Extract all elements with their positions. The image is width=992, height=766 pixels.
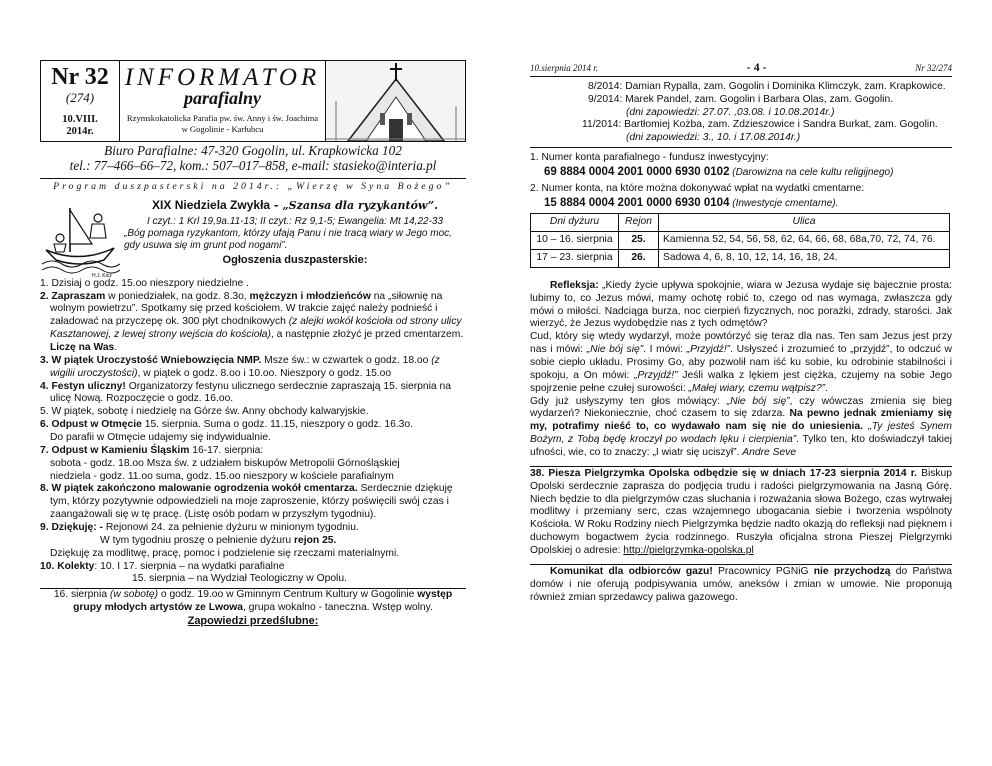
account-note: (Darowizna na cele kultu religijnego) <box>729 166 894 178</box>
account-1 <box>530 152 952 179</box>
ann-text: : 10. I 17. sierpnia – na wydatki parafialne <box>94 560 285 572</box>
announcement-7-sunday: niedziela - godz. 11.oo suma, godz. 15.oo nieszpory w kościele parafialnym <box>50 470 394 482</box>
sunday-quote: „Bóg pomaga ryzykantom, którzy ufają Panu i nie tracą wiary w Jego moc, gdy usuwa się im grunt pod nogami”. <box>124 227 452 252</box>
ann-bold: Odpust w Kamieniu Śląskim <box>51 444 190 456</box>
pastoral-program: Program duszpasterski na 2014r.: „Wierzę w Syna Bożego” <box>40 178 466 193</box>
table-cell: Kamienna 52, 54, 56, 58, 62, 64, 66, 68, 68a,70, 72, 74, 76. <box>659 232 950 250</box>
ann-text: na „siłownię na wolnym powietrzu”. Spotkamy się przed kościołem. W trakcie zajęć należy podnieść i załadować na przyczepę ok. 300 płyt chodnikowych <box>50 290 443 328</box>
event-text: o godz. 19.oo w Gminnym Centrum Kultury w Gogolinie <box>158 589 418 601</box>
address-line: Biuro Parafialne: 47-320 Gogolin, ul. Krapkowicka 102 <box>104 143 402 158</box>
ann-bold: zakończono malowanie ogrodzenia wokół cmentarza. <box>96 483 358 495</box>
account-label: 2. Numer konta, na które można dokonywać wpłat na wydatki cmentarne: <box>530 183 865 195</box>
ann-bold: Dziękuję: - <box>51 522 103 534</box>
table-cell: 25. <box>619 232 659 250</box>
ann-bold: Zapraszam <box>51 290 106 302</box>
page-number: - 4 - <box>746 60 767 74</box>
header-date: 10.sierpnia 2014 r. <box>530 63 599 73</box>
issue-date-line1: 10.VIII. <box>62 114 98 126</box>
left-page <box>40 60 466 710</box>
col-header: Ulica <box>659 214 950 232</box>
reflection-italic: „Przyjdź!” <box>686 344 731 356</box>
announcement-6 <box>40 419 466 432</box>
divider <box>530 147 952 148</box>
reflection-text: . <box>825 382 828 394</box>
table-cell: Sadowa 4, 6, 8, 10, 12, 14, 16, 18, 24. <box>659 250 950 268</box>
table-cell: 10 – 16. sierpnia <box>531 232 619 250</box>
ann-italic: (z wigilii uroczystości) <box>50 354 440 379</box>
announcement-10 <box>40 561 466 574</box>
announcement-6-cont: Do parafii w Otmęcie udajemy się indywidualnie. <box>50 432 271 444</box>
reflection-author: Andre Seve <box>742 446 797 458</box>
ann-num: 3. W piątek <box>40 354 97 366</box>
announcement-1: 1. Dzisiaj o godz. 15.oo nieszpory niedzielne . <box>40 277 249 289</box>
pilgrimage-notice <box>530 466 952 558</box>
reflection-text: Cud, który się wtedy wydarzył, może powtórzyć się teraz dla nas. Ten sam Jezus jest przy nas i mówi: <box>530 331 952 356</box>
ann-bold: Liczę na Was <box>50 342 115 353</box>
account-note: (Inwestycje cmentarne). <box>729 198 839 210</box>
reflection-text: , czy wówczas zmienia się bieg wydarzeń? Niekoniecznie, choć czasem to się zdarza. <box>530 395 953 420</box>
announcement-7 <box>40 445 466 458</box>
ann-num: 4. <box>40 380 52 392</box>
issue-box <box>40 60 120 142</box>
gas-title: Komunikat dla odbiorców gazu! <box>550 565 713 577</box>
ann-text: 15. sierpnia. Suma o godz. 11.15, nieszpory o godz. 16.3o. <box>141 419 413 431</box>
parish-name-line1: Rzymskokatolicka Parafia pw. św. Anny i św. Joachima <box>126 113 319 124</box>
account-number <box>530 196 952 210</box>
event-bold: występ grupy młodych artystów ze Lwowa <box>73 589 453 614</box>
ann-bold: Odpust w Otmęcie <box>51 419 142 431</box>
reflection-italic: „Ty jesteś Synem Bożym, z Tobą będę kroczył po wodach lęku i cierpienia” <box>530 421 952 446</box>
banns-dates: (dni zapowiedzi: 27.07. ,03.08. i 10.08.2014r.) <box>626 106 835 118</box>
banns-item: 8/2014: Damian Rypalla, zam. Gogolin i Dominika Klimczyk, zam. Krapkowice. <box>588 80 946 92</box>
ann-text: Serdecznie dziękuję tym, którzy pozytywnie odpowiedzieli na moje zaproszenie, którzy poświęcili swój czas i zaangażowali się w tę pracę. (Listę osób podam w przyszłym tygodniu). <box>50 483 453 521</box>
parish-office-address <box>40 144 466 174</box>
bulletin-subtitle: parafialny <box>183 88 261 108</box>
account-2 <box>530 183 952 210</box>
account-digits: 15 8884 0004 2001 0000 6930 0104 <box>544 197 730 210</box>
col-header: Dni dyżuru <box>531 214 619 232</box>
boat-illustration <box>40 198 120 278</box>
ann-text: Rejonowi 24. za pełnienie dyżuru w minionym tygodniu. <box>102 522 359 534</box>
banns-list <box>530 81 952 145</box>
reflection-p2 <box>530 331 952 395</box>
account-digits: 69 8884 0004 2001 0000 6930 0102 <box>544 165 730 178</box>
announcement-4 <box>40 381 466 407</box>
reflection-text: Gdy już usłyszymy ten głos mówiący: <box>530 395 727 407</box>
bulletin-title: INFORMATOR <box>124 64 321 91</box>
reflection-bold: Na pewno jednak zmieniamy się my, potrafimy nieść to, co wydawało nam się nie do uniesienia. <box>530 408 953 433</box>
banns-dates: (dni zapowiedzi: 3., 10. i 17.08.2014r.) <box>626 132 801 144</box>
announcement-9 <box>40 522 466 535</box>
table-cell: 26. <box>619 250 659 268</box>
issue-number: Nr 32 <box>51 64 109 90</box>
announcement-8 <box>40 483 466 522</box>
page-header <box>530 60 952 77</box>
reflection-label: Refleksja: <box>550 279 599 291</box>
pilgrimage-text: Biskup Opolski serdecznie zaprasza do podjęcia trudu i radości pielgrzymowania na Jasną Górę. Niech będzie to dla pielgrzymów czas słuchania i rozważania słowa Bożego, czas wytrwałej modlitwy i przemiany serc, czas wzajemnego ubogacania siebie i tworzenia wspólnoty Kościoła. W Roku Rodziny niech Pielgrzymka będzie nadto okazją do refleksji nad pięknem i duchowym bogactwem życia rodzinnego. Ruszyła oficjalna strona Pieszej Pielgrzymki Opolskiej o adresie: <box>530 467 952 556</box>
gas-bold: nie przychodzą <box>813 565 891 577</box>
announcement-2 <box>40 291 466 355</box>
table-cell: 17 – 23. sierpnia <box>531 250 619 268</box>
reflection-italic: „Nie bój się” <box>726 395 790 407</box>
event-text: 16. sierpnia <box>53 589 110 601</box>
sunday-motto: - „Szansa dla ryzykantów”. <box>270 198 438 212</box>
ann-num: 9. <box>40 522 52 534</box>
title-box <box>120 60 326 142</box>
col-header: Rejon <box>619 214 659 232</box>
duty-table <box>530 213 950 267</box>
gas-text: Pracownicy PGNiG <box>712 565 814 577</box>
reflection-italic: „Nie bój się” <box>586 344 644 356</box>
reflection-italic: „Małej wiary, czemu wątpisz?” <box>688 382 826 394</box>
banns-title: Zapowiedzi przedślubne: <box>187 614 319 627</box>
ann-num: 8. W piątek <box>40 483 97 495</box>
ann-num: 6. <box>40 419 52 431</box>
parish-name-line2: w Gogolinie - Karłubcu <box>181 123 264 134</box>
table-row <box>531 250 950 268</box>
ann-bold: Uroczystość Wniebowzięcia NMP. <box>96 354 262 366</box>
issue-date-line2: 2014r. <box>66 126 94 138</box>
event-notice <box>40 589 466 615</box>
ann-text: 16-17. sierpnia: <box>189 444 264 456</box>
sunday-name: XIX Niedziela Zwykła <box>152 197 271 212</box>
reflection-text: . Tylko ten, kto doświadczył takiej ufności, wie, co to znaczy: „I wiatr się uciszył”. <box>530 434 952 458</box>
right-page <box>530 60 952 710</box>
ann-text: . <box>114 342 118 353</box>
ann-text: w poniedziałek, na godz. 8.3o, <box>105 290 250 302</box>
table-row <box>531 232 950 250</box>
reflection <box>530 280 952 460</box>
table-header-row <box>531 214 950 232</box>
parish-name <box>120 113 325 134</box>
church-icon <box>326 61 466 141</box>
ann-bold: Kolekty <box>57 560 95 572</box>
announcement-10-cont: 15. sierpnia – na Wydział Teologiczny w Opolu. <box>132 573 347 585</box>
banns-item: 11/2014: Bartłomiej Kożba, zam. Zdzieszowice i Sandra Burkat, zam. Gogolin. <box>582 119 938 131</box>
announcements-list <box>40 278 466 587</box>
announcement-5: 5. W piątek, sobotę i niedzielę na Górze św. Anny obchody kalwaryjskie. <box>40 406 369 418</box>
reflection-text: . Usłyszeć i zrozumieć to „przyjdź”, to odczuć w sobie ciepło układu. Prosimy Go, aby pozwolił nam iść ku sobie, ku odrobinie stabilności i spokoju, a On mówi: <box>530 344 952 381</box>
ann-text: W tym tygodniu proszę o pełnienie dyżuru <box>100 534 295 546</box>
ann-text: Organizatorzy festynu ulicznego serdecznie zapraszają 15. sierpnia na ulicę Nową. Rozpoczęcie o godz. 16.oo. <box>50 380 451 405</box>
event-text: , grupa wokalno - taneczna. Wstęp wolny. <box>243 602 433 614</box>
announcement-3 <box>40 355 466 381</box>
sunday-block <box>40 198 466 278</box>
sunday-title <box>124 198 466 213</box>
reflection-text: Jeśli walka z lękiem jest ciężka, czujemy na sobie Jego spojrzenie pełne czułej surowości: <box>530 369 952 394</box>
header-issue: Nr 32/274 <box>915 63 952 73</box>
ann-num: 7. <box>40 444 52 456</box>
reflection-text: „Kiedy życie upływa spokojnie, wiara w Jezusa wydaje się bajecznie prosta: lubimy to, co Jezus mówi, mamy ochotę robić to, czego od nas wymaga, zwłaszcza gdy mówi o miłości. Nadciąga burza, noc cierpień fizycznych, noc porażki, zdrady, starości. Jak wierzyć, że Jezus wydobędzie nas z tych odmętów? <box>530 279 952 330</box>
banns-item: 9/2014: Marek Pandel, zam. Gogolin i Barbara Olas, zam. Gogolin. <box>588 93 894 105</box>
gas-text: do Państwa domów i nie oferują podpisywania umów, aneksów i zmian w umowie. Nie proponują również zmian sprzedawcy paliwa gazowego. <box>530 565 952 603</box>
announcements-title: Ogłoszenia duszpasterskie: <box>222 253 368 266</box>
contact-line: tel.: 77–466–66–72, kom.: 507–017–858, e-mail: stasieko@interia.pl <box>69 157 437 173</box>
announcement-9-thanks: Dziękuję za modlitwę, pracę, pomoc i podzielenie się rzeczami materialnymi. <box>50 547 400 559</box>
art-caption: H.J. Kicz <box>92 272 112 278</box>
readings: I czyt.: 1 Krl 19,9a.11-13; II czyt.: Rz 9,1-5; Ewangelia: Mt 14,22-33 <box>146 215 444 227</box>
reflection-italic: „Przyjdź!” <box>634 369 678 381</box>
ann-bold: rejon 25. <box>294 534 337 546</box>
ann-num: 2. <box>40 290 52 302</box>
masthead <box>40 60 466 142</box>
ann-italic: (z alejki wokół kościoła od strony ulicy Kasztanowej, z lewej strony wejścia do kościoła) <box>50 316 462 341</box>
ann-num: 10. <box>40 560 58 572</box>
issue-date <box>41 114 119 138</box>
ann-bold: Festyn uliczny! <box>51 380 126 392</box>
event-italic: (w sobotę) <box>109 589 158 601</box>
announcement-7-saturday: sobota - godz. 18.oo Msza św. z udziałem biskupów Metropolii Górnośląskiej <box>50 457 400 469</box>
pilgrimage-link[interactable]: http://pielgrzymka-opolska.pl <box>623 544 754 556</box>
announcement-9-duty <box>40 535 466 548</box>
issue-sub-number: (274) <box>65 90 95 105</box>
gas-notice <box>530 564 952 605</box>
reflection-p1 <box>530 280 952 331</box>
sunday-info <box>120 198 466 278</box>
ann-bold: mężczyzn i młodzieńców <box>249 290 371 302</box>
pilgrimage-title: 38. Piesza Pielgrzymka Opolska odbędzie się w dniach 17-23 sierpnia 2014 r. <box>530 467 918 479</box>
ann-text: Msze św.: w czwartek o godz. 18.oo <box>261 354 432 366</box>
reflection-p3 <box>530 396 952 460</box>
account-number <box>530 165 952 179</box>
account-label: 1. Numer konta parafialnego - fundusz inwestycyjny: <box>530 152 769 164</box>
ann-text: , w piątek o godz. 8.oo i 10.oo. Nieszpory o godz. 15.oo <box>137 367 392 379</box>
ann-text: , a następnie złożyć je przed cmentarzem. <box>270 329 464 341</box>
church-photo <box>326 60 466 142</box>
reflection-text: . I mówi: <box>643 344 687 356</box>
